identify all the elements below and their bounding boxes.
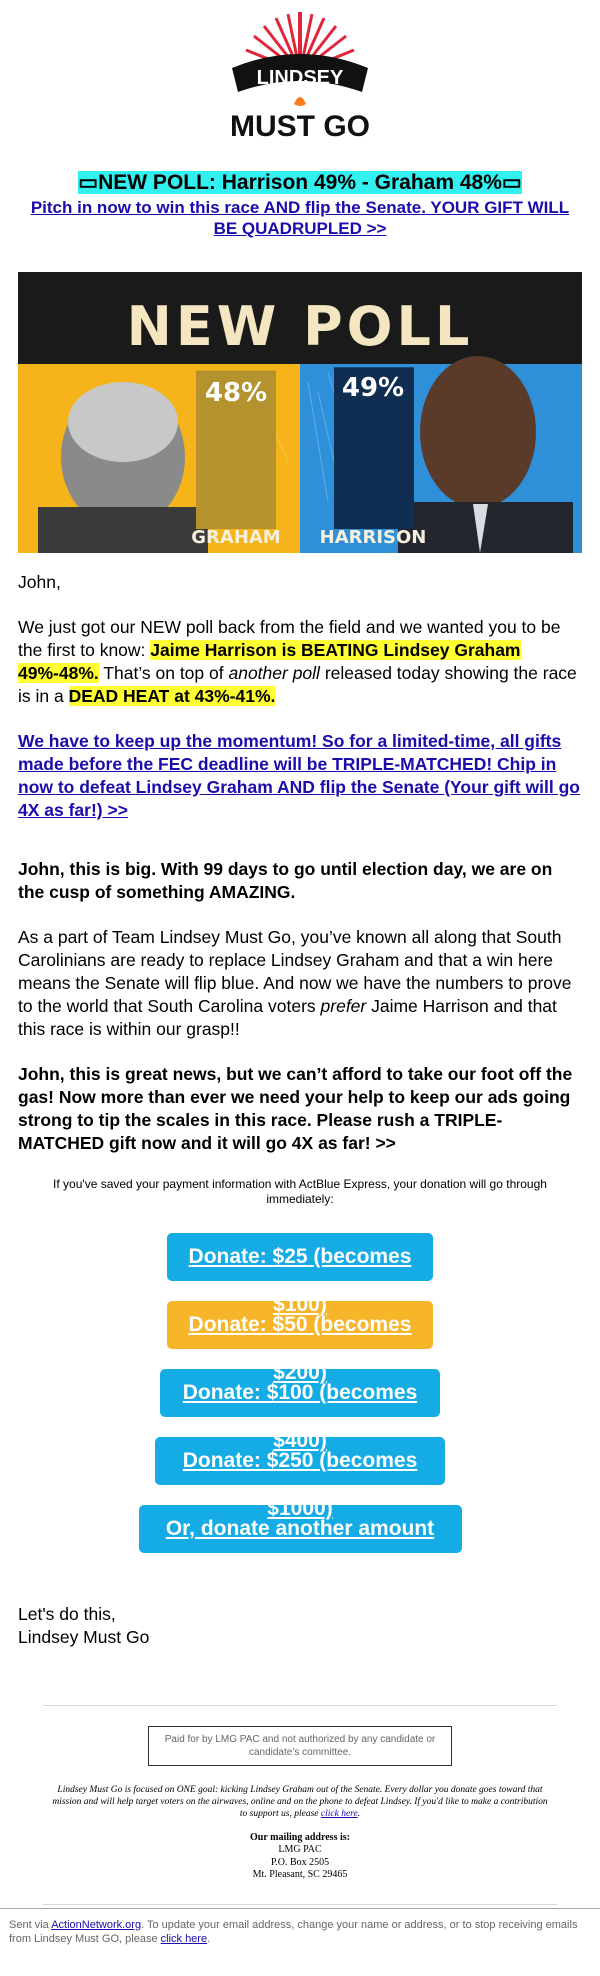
banner-title: NEW POLL [126,294,474,358]
graham-pct: 48% [204,377,268,408]
donate-250-button[interactable]: Donate: $250 (becomes [155,1437,445,1485]
paid-for-disclaimer: Paid for by LMG PAC and not authorized by any candidate or candidate’s committee. [148,1726,452,1766]
triple-match-link[interactable]: We have to keep up the momentum! So for a limited-time, all gifts made before the FEC deadline will be TRIPLE-MATCHED! Chip in now to defeat Lindsey Graham AND flip the Senate (Your gift will go 4X as far!) >> [18,730,580,820]
highlight-beating: Jaime Harrison is BEATING Lindsey Graham 49%-48%. [18,639,521,683]
mailing-label: Our mailing address is: [250,1831,350,1843]
mission-statement: Lindsey Must Go is focused on ONE goal: kicking Lindsey Graham out of the Senate. Every dollar you donate goes toward that mission and will help target voters on the airwaves, online and on the phone to defeat Lindsey. If you'd like to make a contribution to support us, please click here. [52,1784,548,1819]
donate-50-button[interactable]: Donate: $50 (becomes [167,1301,433,1349]
harrison-pct: 49% [341,372,405,403]
signoff-line2: Lindsey Must Go [18,1626,150,1647]
actblue-express-note: If you've saved your payment information with ActBlue Express, your donation will go through immediately: [53,1176,547,1206]
new-poll-banner [18,272,582,553]
heart-icon-right: ▭ [501,171,522,194]
logo-line2: MUST GO [230,110,370,143]
mission-text: Lindsey Must Go is focused on ONE goal: kicking Lindsey Graham out of the Senate. Every dollar you donate goes toward that mission and will help target voters on the airwaves, online and on the phone to defeat Lindsey. If you'd like to make a contribution to support us, please [52,1784,548,1819]
headline [18,170,582,195]
footer-text: . To update your email address, change your name or address, or to stop receiving emails from Lindsey Must GO, please [9,1919,578,1945]
lindsey-must-go-logo [220,10,380,150]
footer [0,1908,600,1946]
greeting: John, [18,571,61,592]
quadrupled-gift-link[interactable]: Pitch in now to win this race AND flip the Senate. YOUR GIFT WILL BE QUADRUPLED >> [30,198,570,239]
address-line3: Mt. Pleasant, SC 29465 [252,1869,348,1881]
p3-text-a: As a part of Team Lindsey Must Go, you’ve known all along that South Carolinians are ready to replace Lindsey Graham and that a win here means the Senate will flip blue. And now we have the numbers to prove to the world that South Carolina voters [18,926,572,1016]
paragraph-great-news: John, this is great news, but we can’t afford to take our foot off the gas! Now more than ever we need your help to keep our ads going strong to tip the scales in this race. Please rush a TRIPLE-MATCHED gift now and it will go 4X as far! >> [18,1063,573,1153]
p1-text-c: released today showing the race is in a [18,662,577,706]
actionnetwork-link[interactable]: ActionNetwork.org [51,1919,142,1931]
heart-icon-left: ▭ [78,171,99,194]
address-line2: P.O. Box 2505 [270,1856,330,1868]
p1-text-b: That’s on top of [98,662,229,683]
mailing-address [18,1832,582,1882]
mission-click-here-link[interactable]: click here [320,1808,358,1819]
footer-end: . [207,1933,211,1945]
p3-emphasis: prefer [320,995,367,1016]
graham-label: GRAHAM [191,526,281,548]
address-line1: LMG PAC [278,1844,322,1856]
highlight-dead-heat: DEAD HEAT at 43%-41%. [68,685,276,706]
donate-100-button[interactable]: Donate: $100 (becomes [160,1369,440,1417]
p1-emphasis: another poll [228,662,320,683]
donate-other-button[interactable]: Or, donate another amount [139,1505,462,1553]
harrison-label: HARRISON [319,526,427,548]
paragraph-poll-news [18,616,582,708]
p3-text-b: Jaime Harrison and that this race is within our grasp!! [18,995,557,1039]
p1-text-a: We just got our NEW poll back from the field and we wanted you to be the first to know: [18,616,561,660]
divider-bottom [43,1904,557,1905]
paragraph-this-is-big: John, this is big. With 99 days to go until election day, we are on the cusp of something AMAZING. [18,858,553,902]
unsubscribe-link[interactable]: click here [160,1933,208,1945]
donate-25-button[interactable]: Donate: $25 (becomes [167,1233,433,1281]
signoff-line1: Let's do this, [18,1603,116,1624]
paragraph-team [18,926,582,1041]
footer-sent-via: Sent via [9,1919,52,1931]
divider-top [43,1705,557,1706]
headline-text: NEW POLL: Harrison 49% - Graham 48% [98,171,502,194]
logo-line1: LINDSEY [256,67,344,89]
